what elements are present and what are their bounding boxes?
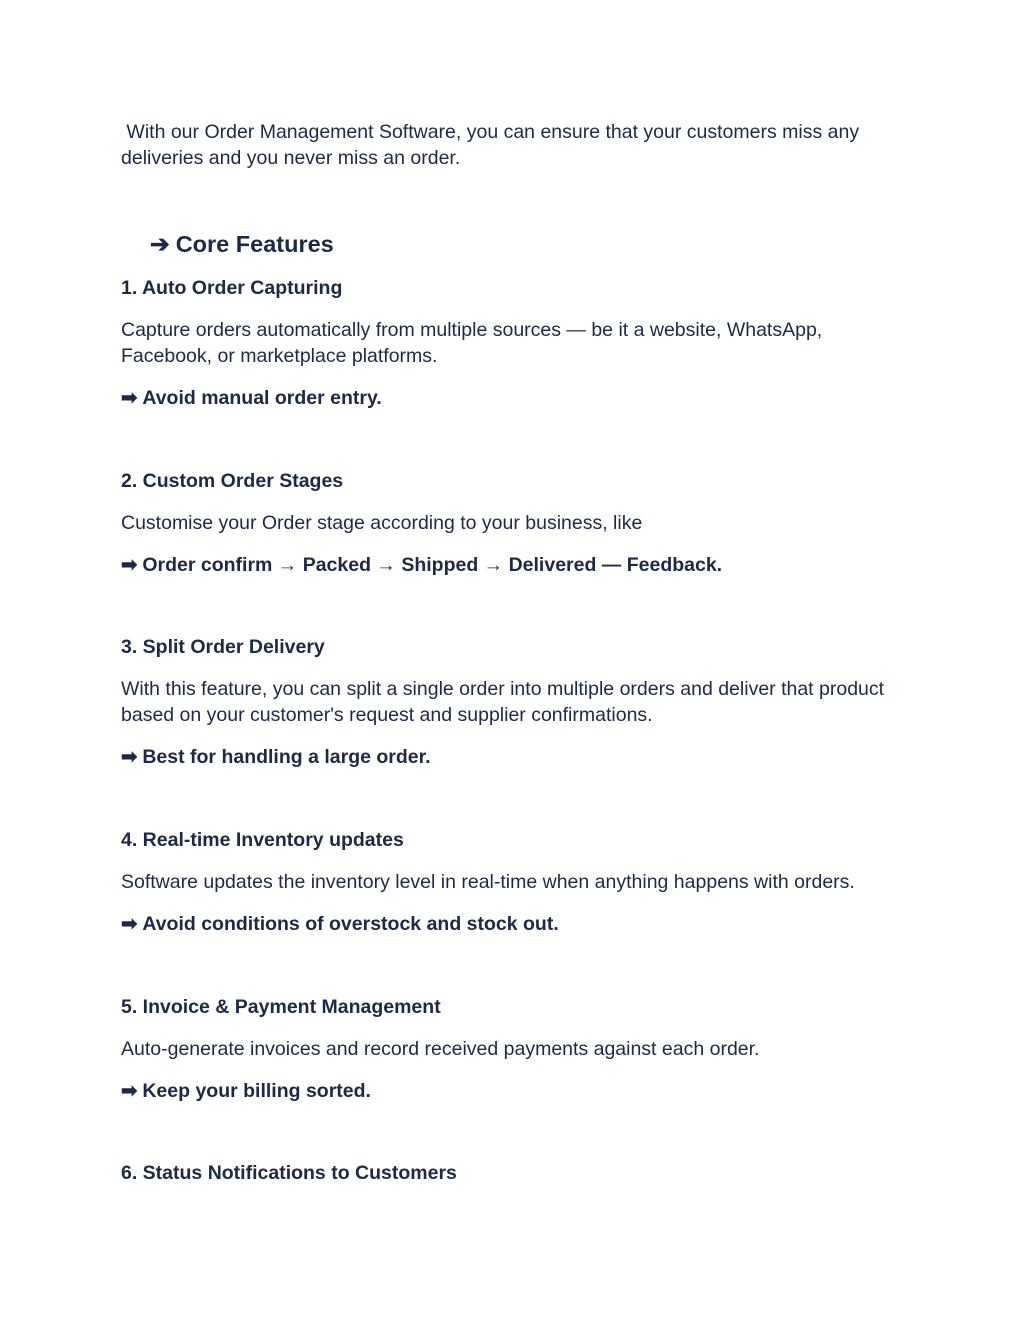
right-arrow-icon: ➔ <box>150 231 170 257</box>
feature-block <box>121 634 901 770</box>
right-arrow-icon: ➡ <box>121 387 138 409</box>
feature-note-text: Avoid conditions of overstock and stock out. <box>142 913 559 935</box>
feature-note <box>121 385 901 411</box>
feature-note-text: Avoid manual order entry. <box>142 387 382 409</box>
feature-title: 3. Split Order Delivery <box>121 636 325 658</box>
feature-block <box>121 994 901 1104</box>
feature-note <box>121 744 901 770</box>
feature-block <box>121 468 901 578</box>
feature-title: 5. Invoice & Payment Management <box>121 996 441 1018</box>
feature-note-text: Order confirm → Packed → Shipped → Delivered — Feedback. <box>142 554 723 576</box>
right-arrow-icon: ➡ <box>121 554 138 576</box>
feature-description: Auto-generate invoices and record received payments against each order. <box>121 1038 760 1060</box>
section-title: Core Features <box>175 231 334 257</box>
section-heading <box>150 228 334 260</box>
feature-description: Software updates the inventory level in real-time when anything happens with orders. <box>121 871 855 893</box>
feature-title: 2. Custom Order Stages <box>121 470 344 492</box>
feature-title: 6. Status Notifications to Customers <box>121 1162 457 1184</box>
feature-note-text: Best for handling a large order. <box>142 746 431 768</box>
feature-note <box>121 911 901 937</box>
intro-paragraph: With our Order Management Software, you can ensure that your customers miss any deliveries and you never miss an order. <box>121 121 865 169</box>
right-arrow-icon: ➡ <box>121 1080 138 1102</box>
feature-note-text: Keep your billing sorted. <box>142 1080 371 1102</box>
feature-description: Capture orders automatically from multiple sources — be it a website, WhatsApp, Facebook, or marketplace platforms. <box>121 319 823 367</box>
feature-title: 4. Real-time Inventory updates <box>121 829 404 851</box>
feature-block <box>121 827 901 937</box>
feature-note <box>121 552 901 578</box>
feature-block <box>121 1160 901 1186</box>
feature-description: Customise your Order stage according to your business, like <box>121 512 643 534</box>
right-arrow-icon: ➡ <box>121 746 138 768</box>
feature-note <box>121 1078 901 1104</box>
right-arrow-icon: ➡ <box>121 913 138 935</box>
feature-description: With this feature, you can split a single order into multiple orders and deliver that product based on your customer's request and supplier confirmations. <box>121 678 885 726</box>
feature-title: 1. Auto Order Capturing <box>121 277 343 299</box>
feature-block <box>121 275 901 411</box>
